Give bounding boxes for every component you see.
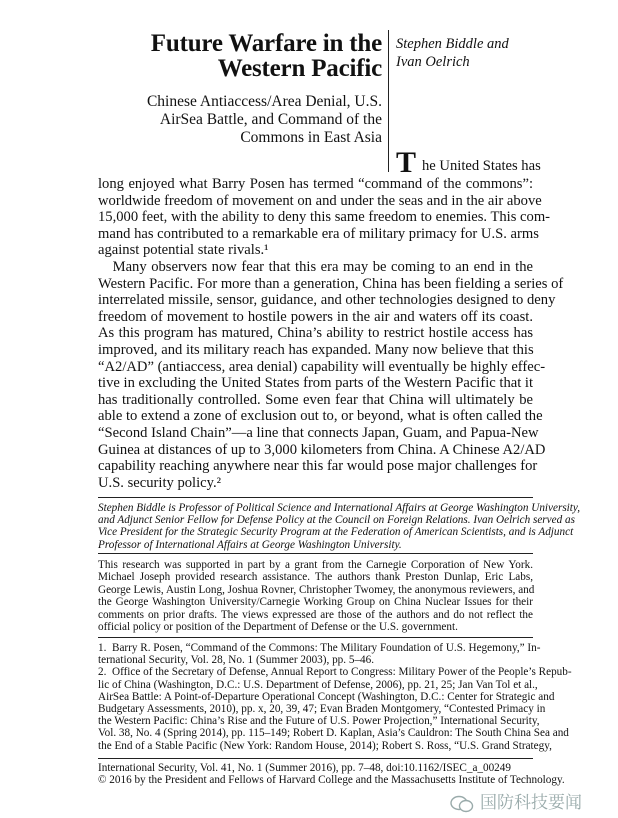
- subtitle-line: Chinese Antiaccess/Area Denial, U.S.: [146, 93, 382, 110]
- title-line: Future Warfare in the: [150, 30, 382, 57]
- text-line: Many observers now fear that this era may be coming to an end in the: [98, 259, 533, 275]
- text-line: Michael Joseph provided research assistance. The authors thank Preston Dunlap, Eric Labs,: [98, 571, 533, 584]
- text-line: worldwide freedom of movement on and under the seas and in the air above: [98, 192, 542, 209]
- divider: [98, 553, 533, 554]
- text-line: official policy or position of the Department of Defense or the U.S. government.: [98, 621, 458, 633]
- text-line: Vice President for the Strategic Security Program at the Federation of American Scientists, and is Adjunct: [98, 526, 574, 539]
- text-line: Vol. 38, No. 4 (Spring 2014), pp. 115–149; Robert D. Kaplan, Asia’s Cauldron: The South China Sea and: [98, 727, 569, 740]
- text-line: and Adjunct Senior Fellow for Defense Policy at the Council on Foreign Relations. Ivan Oelrich served as: [98, 514, 575, 527]
- text-line: Guinea at distances of up to 3,000 kilometers from China. A Chinese A2/AD: [98, 441, 546, 458]
- text-line: ternational Security, Vol. 28, No. 1 (Summer 2003), pp. 5–46.: [98, 654, 375, 667]
- body-first-line: he United States has: [422, 158, 541, 174]
- text-line: “A2/AD” (antiaccess, area denial) capability will eventually be highly effec-: [98, 358, 546, 375]
- authors: [396, 35, 509, 71]
- watermark-text: 国防科技要闻: [480, 793, 582, 813]
- text-line: the George Washington University/Carnegie Working Group on China Nuclear Issues for their: [98, 596, 533, 609]
- text-line: AirSea Battle: A Point-of-Departure Operational Concept (Washington, D.C.: Center for Strategic and: [98, 690, 555, 703]
- text-line: capability reaching anywhere near this far would pose major challenges for: [98, 458, 538, 475]
- watermark: [450, 793, 582, 814]
- text-line: the Western Pacific: China’s Rise and the Future of U.S. Power Projection,” International Security,: [98, 715, 540, 728]
- text-line: freedom of movement to hostile powers in the air and waters off its coast.: [98, 308, 533, 325]
- divider: [98, 497, 533, 498]
- text-line: lic of China (Washington, D.C.: U.S. Department of Defense, 2006), pp. 21, 25; Jan Van Tol et al.,: [98, 678, 538, 691]
- text-line: U.S. security policy.²: [98, 474, 221, 491]
- subtitle-line: Commons in East Asia: [240, 129, 382, 146]
- text-line: improved, and its military reach has expanded. Many now believe that this: [98, 342, 534, 358]
- text-line: Budgetary Assessments, 2010), pp. x, 20, 39, 47; Evan Braden Montgomery, “Contested Primacy in: [98, 703, 546, 715]
- text-line: has traditionally controlled. Some even fear that China will ultimately be: [98, 391, 533, 408]
- text-line: 15,000 feet, with the ability to deny this same freedom to enemies. This com-: [98, 209, 551, 226]
- text-line: Professor of International Affairs at George Washington University.: [98, 538, 402, 551]
- wechat-icon: [450, 795, 474, 813]
- divider: [98, 637, 533, 638]
- article-title: [151, 31, 382, 81]
- text-line: George Lewis, Austin Long, Joshua Rovner, Christopher Twomey, the anonymous reviewers, and: [98, 583, 535, 596]
- text-line: 1. Barry R. Posen, “Command of the Commons: The Military Foundation of U.S. Hegemony,” In-: [98, 642, 541, 654]
- text-line: against potential state rivals.¹: [98, 242, 269, 259]
- article-subtitle: [147, 93, 382, 147]
- drop-cap: T: [396, 146, 417, 179]
- text-line: interrelated missile, sensor, guidance, and other technologies designed to deny: [98, 292, 556, 309]
- text-line: 2. Office of the Secretary of Defense, Annual Report to Congress: Military Power of the People’s Repub-: [98, 666, 572, 679]
- text-line: © 2016 by the President and Fellows of Harvard College and the Massachusetts Institute of Technology.: [98, 774, 565, 787]
- text-line: mand has contributed to a remarkable era of military primacy for U.S. arms: [98, 225, 539, 242]
- text-line: able to extend a zone of exclusion out to, or beyond, what is often called the: [98, 408, 543, 425]
- text-line: Western Pacific. For more than a generation, China has been fielding a series of: [98, 275, 564, 292]
- text-line: the End of a Stable Pacific (New York: Random House, 2014); Robert S. Ross, “U.S. Grand Strategy,: [98, 739, 552, 752]
- text-line: International Security, Vol. 41, No. 1 (Summer 2016), pp. 7–48, doi:10.1162/ISEC_a_00249: [98, 762, 511, 774]
- text-line: This research was supported in part by a grant from the Carnegie Corporation of New York.: [98, 559, 533, 571]
- text-line: “Second Island Chain”—a line that connects Japan, Guam, and Papua-New: [98, 425, 539, 441]
- text-line: Stephen Biddle is Professor of Political Science and International Affairs at George Washington University,: [98, 502, 581, 514]
- author-line: Stephen Biddle and: [396, 36, 509, 52]
- text-line: comments on prior drafts. The views expressed are those of the authors and do not reflect the: [98, 608, 533, 621]
- title-divider: [388, 30, 389, 172]
- divider: [98, 758, 533, 759]
- text-line: As this program has matured, China’s ability to restrict hostile access has: [98, 325, 533, 342]
- text-line: long enjoyed what Barry Posen has termed “command of the commons”:: [98, 176, 533, 192]
- text-line: tive in excluding the United States from parts of the Western Pacific that it: [98, 375, 534, 392]
- subtitle-line: AirSea Battle, and Command of the: [159, 111, 382, 128]
- title-line: Western Pacific: [217, 55, 382, 82]
- author-line: Ivan Oelrich: [396, 54, 470, 70]
